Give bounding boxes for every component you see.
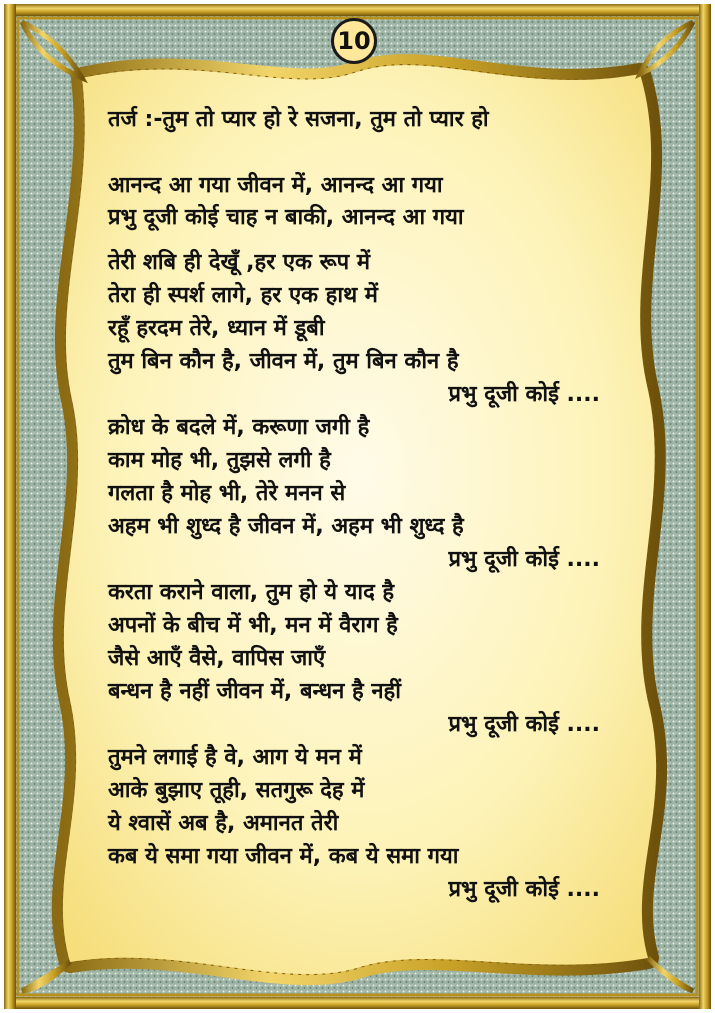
stanza-line: क्रोध के बदले में, करूणा जगी है bbox=[108, 415, 370, 440]
stanza-line: तुमने लगाई है वे, आग ये मन में bbox=[108, 745, 362, 770]
refrain-line: प्रभु दूजी कोई .... bbox=[448, 712, 600, 737]
stanza-line: करता कराने वाला, तुम हो ये याद है bbox=[108, 580, 395, 605]
stanza-line: काम मोह भी, तुझसे लगी है bbox=[108, 448, 331, 473]
refrain-line: प्रभु दूजी कोई .... bbox=[448, 382, 600, 407]
stanza-line: गलता है मोह भी, तेरे मनन से bbox=[108, 481, 346, 506]
stanza-line: तुम बिन कौन है, जीवन में, तुम बिन कौन है bbox=[108, 349, 459, 374]
stanza-line: अहम भी शुध्द है जीवन में, अहम भी शुध्द है bbox=[108, 514, 464, 539]
chorus-line: प्रभु दूजी कोई चाह न बाकी, आनन्द आ गया bbox=[108, 205, 464, 230]
stanza-line: बन्धन है नहीं जीवन में, बन्धन है नहीं bbox=[108, 679, 401, 704]
stanza-line: ये श्वासें अब है, अमानत तेरी bbox=[108, 811, 339, 836]
refrain-line: प्रभु दूजी कोई .... bbox=[448, 547, 600, 572]
stanza-line: तेरा ही स्पर्श लागे, हर एक हाथ में bbox=[108, 283, 378, 308]
chorus-line: आनन्द आ गया जीवन में, आनन्द आ गया bbox=[108, 173, 443, 198]
stanza-line: कब ये समा गया जीवन में, कब ये समा गया bbox=[108, 844, 459, 869]
tarz-line: तर्ज :-तुम तो प्यार हो रे सजना, तुम तो प्यार हो bbox=[108, 107, 489, 132]
stanza-line: आके बुझाए तूही, सतगुरू देह में bbox=[108, 778, 365, 803]
stanza-line: जैसे आएँ वैसे, वापिस जाएँ bbox=[108, 646, 326, 671]
stanza-line: रहूँ हरदम तेरे, ध्यान में डूबी bbox=[108, 316, 325, 341]
refrain-line: प्रभु दूजी कोई .... bbox=[448, 877, 600, 902]
page-number-badge: 10 bbox=[331, 18, 377, 64]
stanza-line: अपनों के बीच में भी, मन में वैराग है bbox=[108, 613, 398, 638]
stanza-line: तेरी शबि ही देखूँ ,हर एक रूप में bbox=[108, 250, 370, 275]
